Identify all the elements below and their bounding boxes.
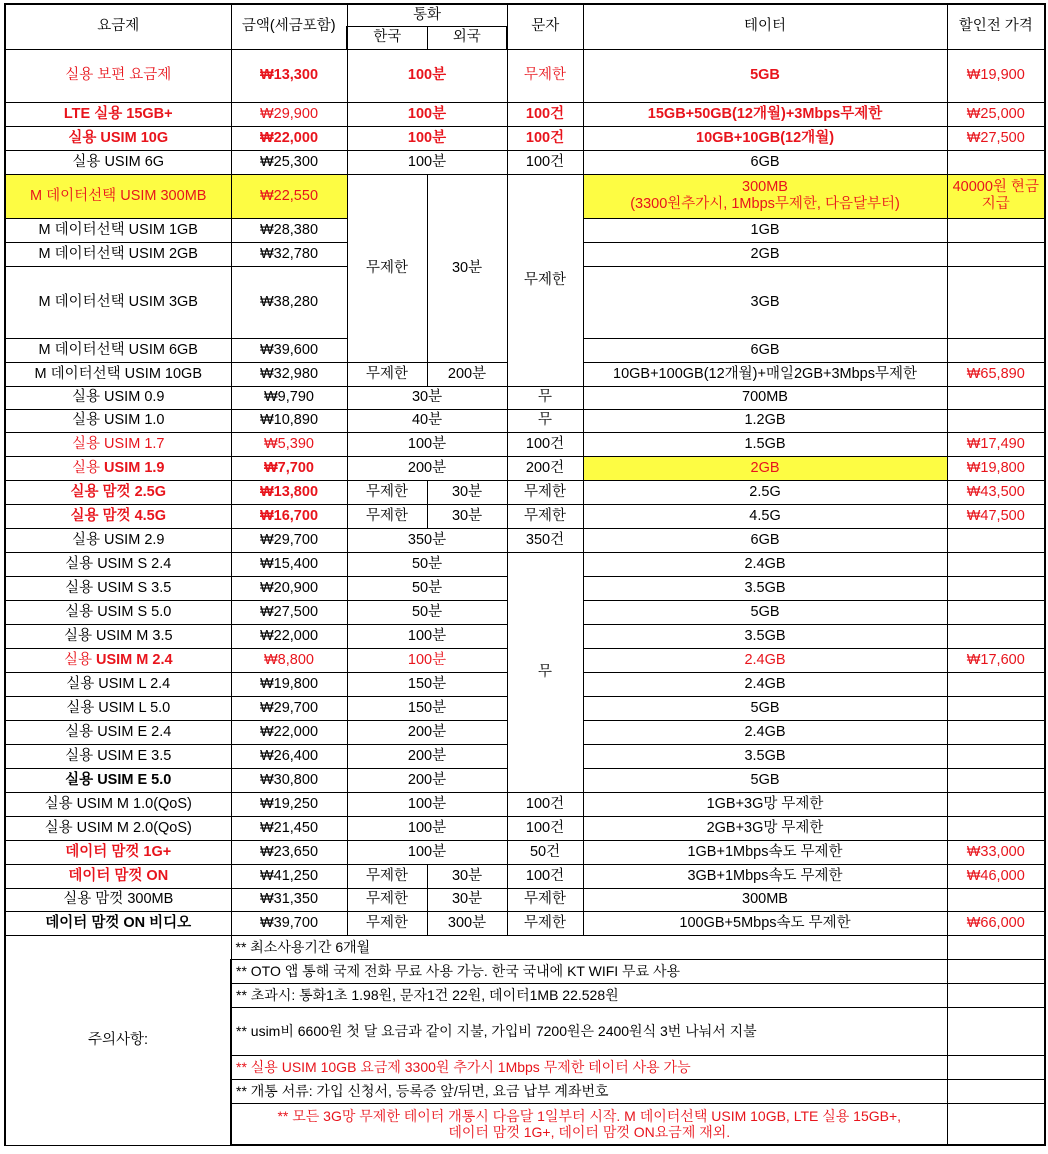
- call-domestic: 무제한: [347, 888, 427, 911]
- plan-name: [5, 456, 231, 480]
- call: 100분: [347, 432, 507, 456]
- price: ₩20,900: [231, 576, 347, 600]
- table-row: [5, 49, 1045, 102]
- sms: 무제한: [507, 49, 583, 102]
- price: ₩29,700: [231, 696, 347, 720]
- data: 3.5GB: [583, 624, 947, 648]
- pre-discount-price: ₩46,000: [947, 864, 1045, 888]
- table-row: [5, 528, 1045, 552]
- data: 5GB: [583, 696, 947, 720]
- header-price: 금액(세금포함): [231, 4, 347, 49]
- price: ₩28,380: [231, 218, 347, 242]
- data: 5GB: [583, 49, 947, 102]
- call-international: 30분: [427, 504, 507, 528]
- plan-rest: USIM 1.9: [104, 459, 165, 476]
- pre-discount-price: [947, 552, 1045, 576]
- pre-discount-price: ₩25,000: [947, 102, 1045, 126]
- plan-prefix: 실용: [72, 435, 101, 452]
- plan-price-table: [4, 3, 1046, 1146]
- header-plan: 요금제: [5, 4, 231, 49]
- call-international: 30분: [427, 864, 507, 888]
- plan-name: 실용 USIM M 1.0(QoS): [5, 792, 231, 816]
- data: [583, 174, 947, 218]
- price: ₩7,700: [231, 456, 347, 480]
- note-blank-cell: [947, 959, 1045, 983]
- price: ₩13,300: [231, 49, 347, 102]
- call-international: 300분: [427, 911, 507, 935]
- data: 2GB: [583, 456, 947, 480]
- plan-name: M 데이터선택 USIM 2GB: [5, 242, 231, 266]
- plan-name: 데이터 맘껏 ON: [5, 864, 231, 888]
- price: ₩32,980: [231, 362, 347, 386]
- plan-name: 실용 USIM M 3.5: [5, 624, 231, 648]
- note-item: ** 최소사용기간 6개월: [231, 935, 947, 959]
- call: 200분: [347, 744, 507, 768]
- note-last-line1: ** 모든 3G망 무제한 테이터 개통시 다음달 1일부터 시작. M 데이터선택 USIM 10GB, LTE 실용 15GB+,: [277, 1107, 902, 1124]
- sms: 무제한: [507, 911, 583, 935]
- sms-merged: 무제한: [507, 174, 583, 386]
- call: 100분: [347, 126, 507, 150]
- data: 1GB+3G망 무제한: [583, 792, 947, 816]
- table-row: [5, 409, 1045, 432]
- note-blank-cell: [947, 1079, 1045, 1103]
- price: ₩29,900: [231, 102, 347, 126]
- call: 100분: [347, 49, 507, 102]
- price: ₩32,780: [231, 242, 347, 266]
- price: ₩5,390: [231, 432, 347, 456]
- pre-discount-price: ₩65,890: [947, 362, 1045, 386]
- pre-discount-price: [947, 624, 1045, 648]
- pre-discount-price: [947, 576, 1045, 600]
- price: ₩23,650: [231, 840, 347, 864]
- data-amount: 300MB: [742, 179, 788, 196]
- plan-name: M 데이터선택 USIM 3GB: [5, 266, 231, 338]
- pre-discount-price: 40000원 현금 지급: [947, 174, 1045, 218]
- plan-name: 데이터 맘껏 1G+: [5, 840, 231, 864]
- plan-name: 실용 맘껏 2.5G: [5, 480, 231, 504]
- sms: 100건: [507, 864, 583, 888]
- sms: 350건: [507, 528, 583, 552]
- call: 200분: [347, 768, 507, 792]
- price: ₩39,600: [231, 338, 347, 362]
- plan-name: [5, 648, 231, 672]
- header-data: 테이터: [583, 4, 947, 49]
- call: 100분: [347, 102, 507, 126]
- call-international-merged: 30분: [427, 174, 507, 362]
- pre-discount-price: ₩17,490: [947, 432, 1045, 456]
- price: ₩39,700: [231, 911, 347, 935]
- call: 100분: [347, 624, 507, 648]
- plan-rest: USIM M 2.4: [96, 651, 173, 668]
- data: 2GB+3G망 무제한: [583, 816, 947, 840]
- call: 350분: [347, 528, 507, 552]
- call-international: 30분: [427, 480, 507, 504]
- plan-name: 실용 USIM L 5.0: [5, 696, 231, 720]
- price: ₩19,800: [231, 672, 347, 696]
- data: 2GB: [583, 242, 947, 266]
- pre-discount-price: ₩17,600: [947, 648, 1045, 672]
- price: ₩26,400: [231, 744, 347, 768]
- data: 10GB+100GB(12개월)+매일2GB+3Mbps무제한: [583, 362, 947, 386]
- header-sms: 문자: [507, 4, 583, 49]
- sms: 100건: [507, 150, 583, 174]
- note-item: ** usim비 6600원 첫 달 요금과 같이 지불, 가입비 7200원은 2400원식 3번 나눠서 지불: [231, 1007, 947, 1055]
- plan-name: 실용 USIM 2.9: [5, 528, 231, 552]
- data: 2.4GB: [583, 648, 947, 672]
- price: ₩13,800: [231, 480, 347, 504]
- header-pre-discount: 할인전 가격: [947, 4, 1045, 49]
- price: ₩19,250: [231, 792, 347, 816]
- data: 2.4GB: [583, 672, 947, 696]
- pre-discount-price: [947, 218, 1045, 242]
- pre-discount-price: [947, 338, 1045, 362]
- table-row: [5, 840, 1045, 864]
- call: 150분: [347, 672, 507, 696]
- price: ₩16,700: [231, 504, 347, 528]
- price: ₩22,550: [231, 174, 347, 218]
- plan-name: [5, 432, 231, 456]
- note-item: ** 실용 USIM 10GB 요금제 3300원 추가시 1Mbps 무제한 테이터 사용 가능: [231, 1055, 947, 1079]
- header-international: 외국: [427, 26, 507, 49]
- call-international: 30분: [427, 888, 507, 911]
- price: ₩31,350: [231, 888, 347, 911]
- note-item-last: [231, 1103, 947, 1145]
- price: ₩15,400: [231, 552, 347, 576]
- call-domestic: 무제한: [347, 362, 427, 386]
- note-blank-cell: [947, 1103, 1045, 1145]
- plan-name: 데이터 맘껏 ON 비디오: [5, 911, 231, 935]
- pre-discount-price: [947, 528, 1045, 552]
- pre-discount-price: [947, 386, 1045, 409]
- data: 5GB: [583, 768, 947, 792]
- table-row: [5, 150, 1045, 174]
- note-blank-cell: [947, 1007, 1045, 1055]
- plan-name: M 데이터선택 USIM 300MB: [5, 174, 231, 218]
- table-row: [5, 432, 1045, 456]
- plan-name: M 데이터선택 USIM 6GB: [5, 338, 231, 362]
- sms: 200건: [507, 456, 583, 480]
- call-domestic-merged: 무제한: [347, 174, 427, 362]
- pre-discount-price: [947, 888, 1045, 911]
- table-row: [5, 386, 1045, 409]
- price: ₩22,000: [231, 126, 347, 150]
- plan-name: 실용 맘껏 4.5G: [5, 504, 231, 528]
- sms: 100건: [507, 126, 583, 150]
- price: ₩21,450: [231, 816, 347, 840]
- plan-name: 실용 보편 요금제: [5, 49, 231, 102]
- call: 100분: [347, 150, 507, 174]
- pre-discount-price: ₩27,500: [947, 126, 1045, 150]
- call: 200분: [347, 456, 507, 480]
- plan-name: LTE 실용 15GB+: [5, 102, 231, 126]
- pre-discount-price: [947, 409, 1045, 432]
- table-row: [5, 480, 1045, 504]
- plan-name: 실용 USIM E 3.5: [5, 744, 231, 768]
- note-blank-cell: [947, 983, 1045, 1007]
- data: 2.4GB: [583, 720, 947, 744]
- call: 40분: [347, 409, 507, 432]
- plan-rest: USIM 1.7: [104, 435, 165, 452]
- data: 1.2GB: [583, 409, 947, 432]
- data: 3.5GB: [583, 744, 947, 768]
- pre-discount-price: [947, 672, 1045, 696]
- data: 3.5GB: [583, 576, 947, 600]
- note-item: ** OTO 앱 통해 국제 전화 무료 사용 가능. 한국 국내에 KT WIFI 무료 사용: [231, 959, 947, 983]
- data: 700MB: [583, 386, 947, 409]
- call: 150분: [347, 696, 507, 720]
- pre-discount-price: [947, 720, 1045, 744]
- data: 2.4GB: [583, 552, 947, 576]
- table-row: [5, 552, 1045, 576]
- table-row: [5, 126, 1045, 150]
- table-row: [5, 504, 1045, 528]
- pre-discount-price: [947, 768, 1045, 792]
- price: ₩27,500: [231, 600, 347, 624]
- plan-prefix: 실용: [72, 459, 101, 476]
- price: ₩10,890: [231, 409, 347, 432]
- data-note: (3300원추가시, 1Mbps무제한, 다음달부터): [630, 196, 900, 212]
- plan-name: M 데이터선택 USIM 1GB: [5, 218, 231, 242]
- note-blank-cell: [947, 1055, 1045, 1079]
- call: 100분: [347, 840, 507, 864]
- header-call: 통화: [347, 4, 507, 26]
- sms: 무제한: [507, 504, 583, 528]
- pre-discount-price: [947, 266, 1045, 338]
- pre-discount-price: ₩19,900: [947, 49, 1045, 102]
- plan-name: 실용 USIM 10G: [5, 126, 231, 150]
- pre-discount-price: [947, 744, 1045, 768]
- notes-label: 주의사항:: [5, 935, 231, 1145]
- plan-prefix: 실용: [63, 651, 92, 668]
- table-row: [5, 792, 1045, 816]
- sms: 무: [507, 386, 583, 409]
- sms: 100건: [507, 432, 583, 456]
- notes-row: [5, 935, 1045, 959]
- sms: 무: [507, 409, 583, 432]
- sms: 50건: [507, 840, 583, 864]
- call: 100분: [347, 792, 507, 816]
- call: 200분: [347, 720, 507, 744]
- call-domestic: 무제한: [347, 480, 427, 504]
- call: 100분: [347, 816, 507, 840]
- call-domestic: 무제한: [347, 504, 427, 528]
- sms-merged: 무: [507, 552, 583, 792]
- note-blank-cell: [947, 935, 1045, 959]
- pre-discount-price: ₩47,500: [947, 504, 1045, 528]
- pre-discount-price: ₩33,000: [947, 840, 1045, 864]
- price: ₩30,800: [231, 768, 347, 792]
- price: ₩9,790: [231, 386, 347, 409]
- data: 6GB: [583, 528, 947, 552]
- price: ₩41,250: [231, 864, 347, 888]
- sms: 무제한: [507, 888, 583, 911]
- plan-name: 실용 USIM S 2.4: [5, 552, 231, 576]
- plan-name: 실용 USIM E 2.4: [5, 720, 231, 744]
- plan-name: 실용 USIM L 2.4: [5, 672, 231, 696]
- note-last-line2: 데이터 맘껏 1G+, 데이터 맘껏 ON요금제 재외.: [448, 1123, 731, 1140]
- data: 1.5GB: [583, 432, 947, 456]
- table-row: [5, 864, 1045, 888]
- plan-name: 실용 USIM S 5.0: [5, 600, 231, 624]
- pre-discount-price: [947, 792, 1045, 816]
- call-domestic: 무제한: [347, 911, 427, 935]
- plan-name: M 데이터선택 USIM 10GB: [5, 362, 231, 386]
- data: 3GB+1Mbps속도 무제한: [583, 864, 947, 888]
- pre-discount-price: ₩19,800: [947, 456, 1045, 480]
- call-domestic: 무제한: [347, 864, 427, 888]
- note-item: ** 초과시: 통화1초 1.98원, 문자1건 22원, 데이터1MB 22.528원: [231, 983, 947, 1007]
- sms: 100건: [507, 816, 583, 840]
- header-row: [5, 4, 1045, 26]
- data: 3GB: [583, 266, 947, 338]
- plan-name: 실용 USIM E 5.0: [5, 768, 231, 792]
- plan-name: 실용 USIM 6G: [5, 150, 231, 174]
- header-domestic: 한국: [347, 26, 427, 49]
- call: 50분: [347, 600, 507, 624]
- table-row: [5, 816, 1045, 840]
- pre-discount-price: [947, 242, 1045, 266]
- call: 50분: [347, 552, 507, 576]
- table-row: [5, 888, 1045, 911]
- call: 100분: [347, 648, 507, 672]
- pre-discount-price: [947, 150, 1045, 174]
- price: ₩22,000: [231, 624, 347, 648]
- pre-discount-price: ₩43,500: [947, 480, 1045, 504]
- table-row: [5, 911, 1045, 935]
- price: ₩38,280: [231, 266, 347, 338]
- pre-discount-price: [947, 696, 1045, 720]
- pre-discount-price: [947, 600, 1045, 624]
- data: 6GB: [583, 150, 947, 174]
- data: 300MB: [583, 888, 947, 911]
- call: 30분: [347, 386, 507, 409]
- call: 50분: [347, 576, 507, 600]
- sms: 100건: [507, 792, 583, 816]
- price: ₩22,000: [231, 720, 347, 744]
- call-international: 200분: [427, 362, 507, 386]
- data: 2.5G: [583, 480, 947, 504]
- data: 6GB: [583, 338, 947, 362]
- price: ₩25,300: [231, 150, 347, 174]
- price: ₩29,700: [231, 528, 347, 552]
- table-row: [5, 102, 1045, 126]
- price: ₩8,800: [231, 648, 347, 672]
- data: 15GB+50GB(12개월)+3Mbps무제한: [583, 102, 947, 126]
- plan-name: 실용 USIM 0.9: [5, 386, 231, 409]
- data: 1GB: [583, 218, 947, 242]
- sms: 100건: [507, 102, 583, 126]
- data: 10GB+10GB(12개월): [583, 126, 947, 150]
- table-row: [5, 456, 1045, 480]
- sms: 무제한: [507, 480, 583, 504]
- plan-name: 실용 맘껏 300MB: [5, 888, 231, 911]
- data: 1GB+1Mbps속도 무제한: [583, 840, 947, 864]
- plan-name: 실용 USIM 1.0: [5, 409, 231, 432]
- data: 100GB+5Mbps속도 무제한: [583, 911, 947, 935]
- plan-name: 실용 USIM S 3.5: [5, 576, 231, 600]
- data: 4.5G: [583, 504, 947, 528]
- note-item: ** 개통 서류: 가입 신청서, 등록증 앞/뒤면, 요금 납부 계좌번호: [231, 1079, 947, 1103]
- pre-discount-price: [947, 816, 1045, 840]
- plan-name: 실용 USIM M 2.0(QoS): [5, 816, 231, 840]
- data: 5GB: [583, 600, 947, 624]
- table-row: [5, 174, 1045, 218]
- pre-discount-price: ₩66,000: [947, 911, 1045, 935]
